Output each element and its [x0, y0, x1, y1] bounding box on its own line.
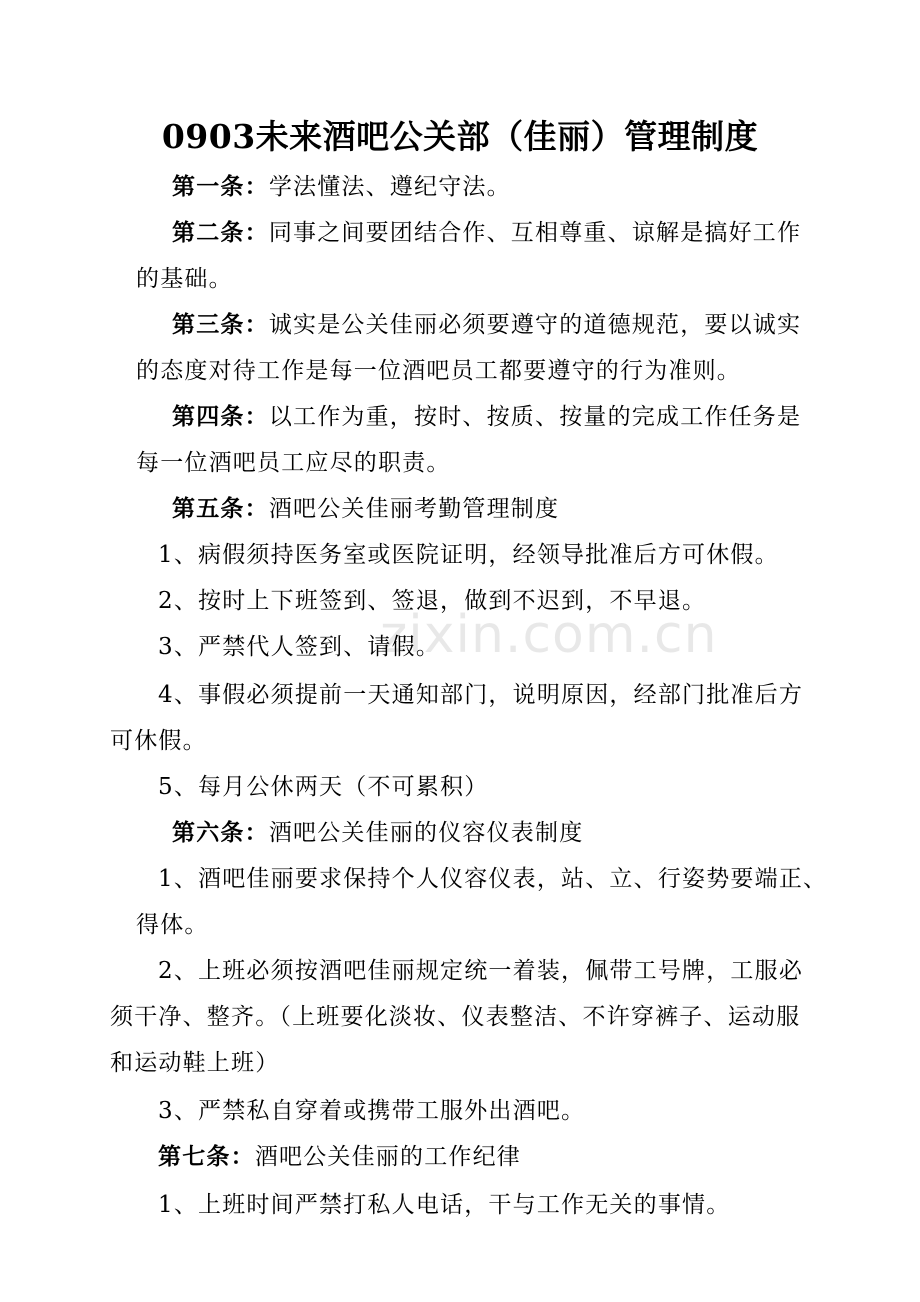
clause-text: 同事之间要团结合作、互相尊重、谅解是搞好工作: [268, 220, 802, 246]
clause-text: 可休假。: [110, 728, 207, 754]
clause-line-1: [172, 172, 511, 202]
clause-text: 1、上班时间严禁打私人电话，干与工作无关的事情。: [158, 1192, 731, 1218]
clause-line-4: [172, 310, 801, 340]
watermark: zixin.com.cn: [380, 605, 718, 665]
clause-text: 每一位酒吧员工应尽的职责。: [136, 450, 451, 476]
clause-text: 和运动鞋上班）: [110, 1050, 280, 1076]
clause-line-6: [172, 402, 801, 432]
clause-line-13: [110, 726, 207, 756]
clause-line-17: [136, 910, 209, 940]
clause-line-3: [136, 264, 233, 294]
clause-text: 得体。: [136, 912, 209, 938]
clause-text: 酒吧公关佳丽考勤管理制度: [268, 496, 560, 522]
clause-text: 的基础。: [136, 266, 233, 292]
clause-text: 学法懂法、遵纪守法。: [268, 174, 511, 200]
clause-line-21: [158, 1096, 585, 1126]
clause-line-12: [158, 680, 803, 710]
clause-line-16: [158, 864, 827, 894]
clause-line-14: [158, 772, 488, 802]
clause-text: 须干净、整齐。（上班要化淡妆、仪表整洁、不许穿裤子、运动服: [110, 1004, 801, 1030]
clause-text: 3、严禁私自穿着或携带工服外出酒吧。: [158, 1098, 586, 1124]
clause-line-5: [136, 356, 741, 386]
clause-label: 第四条：: [172, 403, 269, 430]
clause-text: 酒吧公关佳丽的工作纪律: [254, 1144, 522, 1170]
clause-text: 的态度对待工作是每一位酒吧员工都要遵守的行为准则。: [136, 358, 741, 384]
clause-line-20: [110, 1048, 279, 1078]
clause-label: 第二条：: [172, 219, 269, 246]
clause-line-9: [158, 540, 779, 570]
clause-text: 酒吧公关佳丽的仪容仪表制度: [268, 820, 584, 846]
clause-text: 1、酒吧佳丽要求保持个人仪容仪表，站、立、行姿势要端正、: [158, 866, 828, 892]
clause-text: 以工作为重，按时、按质、按量的完成工作任务是: [268, 404, 802, 430]
document-title: 0903未来酒吧公关部（佳丽）管理制度: [161, 117, 759, 156]
clause-text: 2、按时上下班签到、签退，做到不迟到，不早退。: [158, 588, 707, 614]
clause-text: 5、每月公休两天（不可累积）: [158, 774, 489, 800]
clause-label: 第六条：: [172, 819, 269, 846]
clause-text: 诚实是公关佳丽必须要遵守的道德规范，要以诚实: [268, 312, 802, 338]
clause-line-23: [158, 1190, 730, 1220]
clause-label: 第一条：: [172, 173, 269, 200]
clause-text: 1、病假须持医务室或医院证明，经领导批准后方可休假。: [158, 542, 779, 568]
clause-line-15: [172, 818, 583, 848]
clause-line-18: [158, 956, 803, 986]
clause-line-22: [158, 1142, 521, 1172]
clause-line-2: [172, 218, 801, 248]
clause-line-19: [110, 1002, 800, 1032]
clause-text: 4、事假必须提前一天通知部门，说明原因，经部门批准后方: [158, 682, 804, 708]
clause-line-8: [172, 494, 559, 524]
clause-label: 第三条：: [172, 311, 269, 338]
clause-text: 3、严禁代人签到、请假。: [158, 634, 441, 660]
clause-label: 第七条：: [158, 1143, 255, 1170]
clause-text: 2、上班必须按酒吧佳丽规定统一着装，佩带工号牌，工服必: [158, 958, 804, 984]
clause-line-7: [136, 448, 451, 478]
clause-label: 第五条：: [172, 495, 269, 522]
